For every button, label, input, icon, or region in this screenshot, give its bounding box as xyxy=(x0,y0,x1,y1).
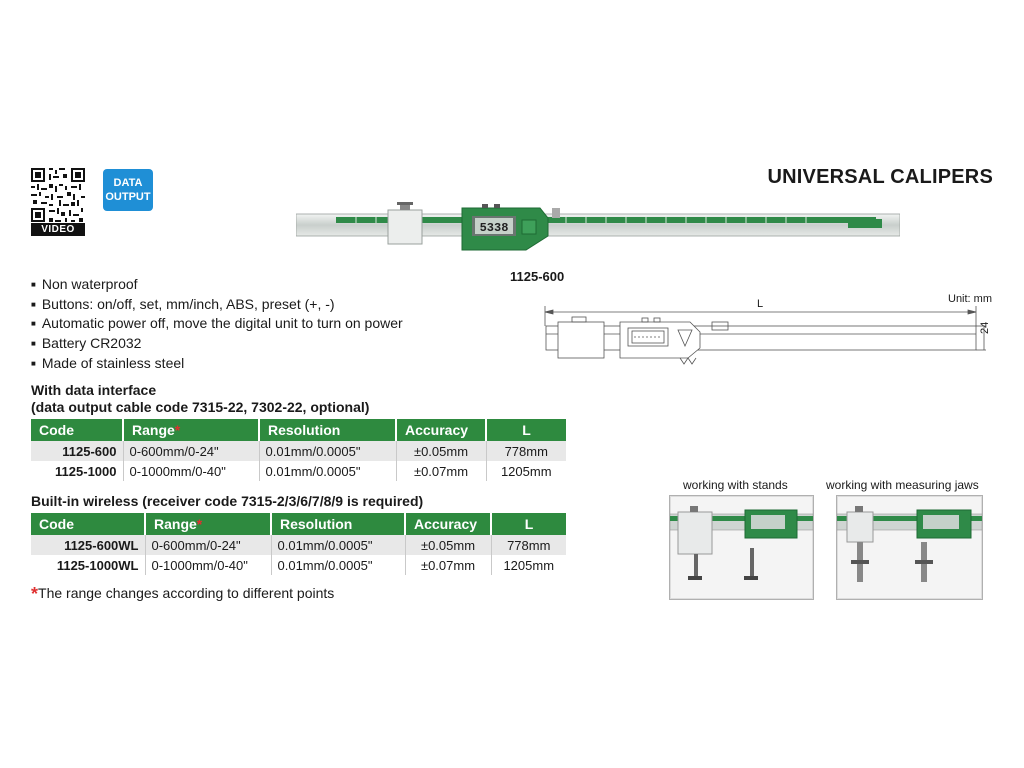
data-interface-heading-line1: With data interface xyxy=(31,382,157,398)
table-row xyxy=(31,441,566,461)
feature-item: ■ Made of stainless steel xyxy=(31,355,403,375)
feature-item: ■ Automatic power off, move the digital unit to turn on power xyxy=(31,315,403,335)
cell-resolution: 0.01mm/0.0005" xyxy=(259,441,396,461)
photo-working-with-measuring-jaws xyxy=(836,495,983,600)
feature-list xyxy=(31,276,403,375)
data-output-badge xyxy=(103,169,153,211)
feature-item: ■ Non waterproof xyxy=(31,276,403,296)
feature-item: ■ Buttons: on/off, set, mm/inch, ABS, preset (+, -) xyxy=(31,296,403,316)
cell-accuracy: ±0.05mm xyxy=(405,535,491,555)
col-header-accuracy: Accuracy xyxy=(405,513,491,535)
cell-code: 1125-1000 xyxy=(31,461,123,481)
dimension-drawing xyxy=(540,300,1000,380)
model-caption: 1125-600 xyxy=(510,269,565,284)
footnote-text: The range changes according to different points xyxy=(38,585,335,601)
col-header-accuracy: Accuracy xyxy=(396,419,486,441)
col-header-resolution: Resolution xyxy=(259,419,396,441)
cell-code: 1125-600 xyxy=(31,441,123,461)
qr-code[interactable] xyxy=(31,168,85,224)
col-header-length: L xyxy=(491,513,566,535)
photo-working-with-stands xyxy=(669,495,814,600)
col-header-length: L xyxy=(486,419,566,441)
dimension-length-label: L xyxy=(757,298,764,310)
cell-accuracy: ±0.07mm xyxy=(405,555,491,575)
cell-length: 1205mm xyxy=(486,461,566,481)
table-header-row xyxy=(31,419,566,441)
cell-resolution: 0.01mm/0.0005" xyxy=(259,461,396,481)
cell-range: 0-1000mm/0-40" xyxy=(123,461,259,481)
photo-caption-jaws: working with measuring jaws xyxy=(826,478,979,492)
qr-code-icon xyxy=(31,168,85,224)
caliper-product-image xyxy=(296,200,900,252)
unit-label: Unit: mm xyxy=(948,293,992,305)
dimension-height-label: 24 xyxy=(979,321,991,334)
col-header-range: Range* xyxy=(145,513,271,535)
data-interface-heading-line2: (data output cable code 7315-22, 7302-22, optional) xyxy=(31,399,370,415)
caliper-display-reading: 5338 xyxy=(479,221,509,235)
table-row xyxy=(31,535,566,555)
badge-line2: OUTPUT xyxy=(105,191,151,203)
photo-caption-stands: working with stands xyxy=(683,478,788,492)
cell-range: 0-600mm/0-24" xyxy=(123,441,259,461)
cell-length: 778mm xyxy=(486,441,566,461)
data-interface-heading xyxy=(31,382,369,416)
wireless-table xyxy=(31,513,566,575)
col-header-resolution: Resolution xyxy=(271,513,405,535)
table-row xyxy=(31,555,566,575)
col-header-code: Code xyxy=(31,419,123,441)
footnote xyxy=(31,582,334,603)
qr-video-label: VIDEO xyxy=(31,223,85,236)
page-title: UNIVERSAL CALIPERS xyxy=(767,166,993,188)
cell-accuracy: ±0.05mm xyxy=(396,441,486,461)
cell-length: 1205mm xyxy=(491,555,566,575)
table-header-row xyxy=(31,513,566,535)
cell-code: 1125-1000WL xyxy=(31,555,145,575)
wireless-heading: Built-in wireless (receiver code 7315-2/3/6/7/8/9 is required) xyxy=(31,493,424,509)
cell-resolution: 0.01mm/0.0005" xyxy=(271,555,405,575)
jaws-photo-image xyxy=(837,496,982,599)
cell-resolution: 0.01mm/0.0005" xyxy=(271,535,405,555)
stands-photo-image xyxy=(670,496,813,599)
table-row xyxy=(31,461,566,481)
feature-item: ■ Battery CR2032 xyxy=(31,335,403,355)
cell-accuracy: ±0.07mm xyxy=(396,461,486,481)
col-header-code: Code xyxy=(31,513,145,535)
data-interface-table xyxy=(31,419,566,481)
footnote-star: * xyxy=(31,584,39,604)
cell-length: 778mm xyxy=(491,535,566,555)
col-header-range: Range* xyxy=(123,419,259,441)
cell-range: 0-1000mm/0-40" xyxy=(145,555,271,575)
cell-range: 0-600mm/0-24" xyxy=(145,535,271,555)
badge-line1: DATA xyxy=(113,177,143,189)
cell-code: 1125-600WL xyxy=(31,535,145,555)
